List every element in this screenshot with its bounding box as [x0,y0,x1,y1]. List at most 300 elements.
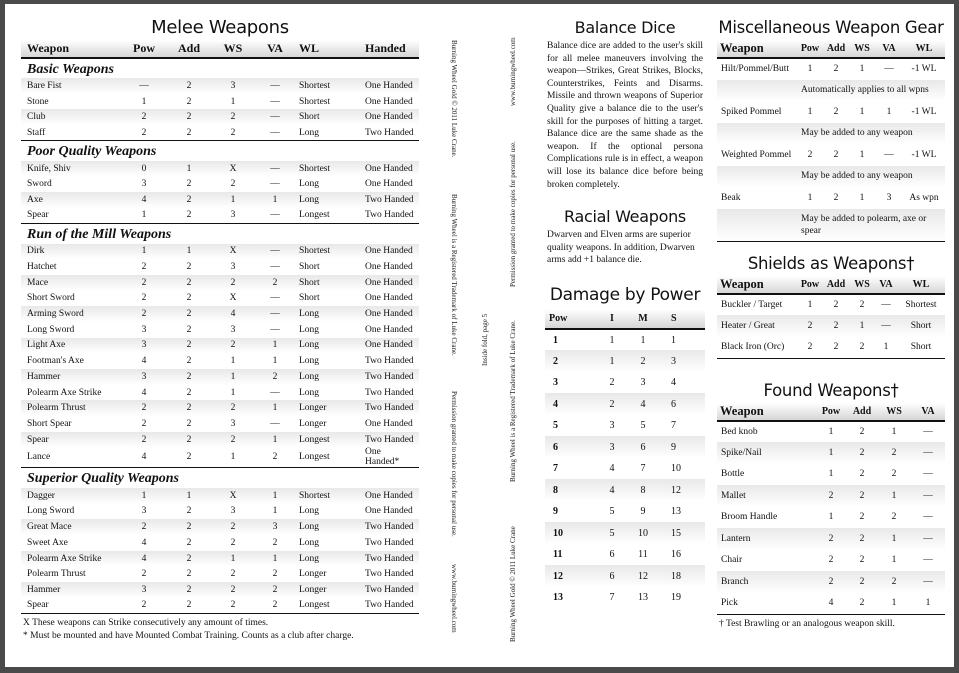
cell-handed: Two Handed [355,400,419,416]
cell-pow: 4 [119,551,165,567]
cell-ws: 3 [209,78,253,94]
cell-add: 2 [165,192,209,208]
cell-va: — [270,96,280,107]
cell-pow: 2 [828,555,834,566]
gutter-url-1: www.burningwheel.com [450,564,458,633]
cell-add: 2 [165,519,209,535]
found-row [717,464,945,486]
cell-add: 2 [859,512,865,523]
cell-va: — [253,244,293,260]
gear-row [717,101,945,123]
gear-row [717,187,945,209]
gear-note: Automatically applies to all wpns [797,80,945,102]
cell-weapon: Mace [21,275,119,291]
melee-table-body [21,58,419,613]
cell-handed: One Handed [355,161,419,177]
cell-wl: As wpn [909,192,939,203]
cell-pow: 1 [807,299,813,310]
misc-header-row [717,40,945,58]
cell-pow: 2 [815,571,847,593]
gutter-permission-2: Permission granted to make copies for personal use. [509,141,517,287]
shields-header-row [717,276,945,294]
damage-row [545,350,705,372]
cell-wl: -1 WL [911,64,937,75]
cell-pow: 2 [815,485,847,507]
category-row [21,58,419,78]
cell-va: 1 [253,338,293,354]
cell-pow: 4 [119,447,165,468]
melee-weapons-title: Melee Weapons [151,17,289,38]
cell-va: — [270,262,280,273]
cell-weapon: Lantern [717,528,815,550]
cell-pow: 2 [119,432,165,448]
cell-weapon: Chair [721,555,743,566]
cell-weapon: Spear [21,432,119,448]
footnote-x: X These weapons can Strike consecutively any amount of times. [23,617,269,628]
cell-ws: 1 [891,426,897,437]
cell-va: — [911,528,945,550]
cell-handed: One Handed [365,506,413,517]
cell-pow: 0 [119,161,165,177]
cell-pow: 3 [119,582,165,598]
cell-va: 2 [272,537,278,548]
cell-m: 11 [638,549,648,561]
cell-pow: 3 [141,506,147,517]
found-footnote: † Test Brawling or an analogous weapon skill. [719,618,895,629]
cell-add: 2 [165,306,209,322]
cell-va: 1 [253,432,293,448]
cell-va: 1 [883,342,889,352]
cell-pow: 2 [119,109,165,125]
cell-va: 1 [253,488,293,504]
cell-wl: Long [293,519,355,535]
cell-va: — [884,149,894,160]
cell-wl: Shortest [293,488,355,504]
cell-i: 5 [609,506,615,518]
cell-m: 1 [640,334,646,346]
cell-ws: 4 [209,306,253,322]
damage-row [545,436,705,458]
cell-weapon: Buckler / Target [721,299,783,310]
cell-va: 1 [886,106,892,117]
weapon-row [21,208,419,224]
cell-add: 2 [186,293,192,304]
weapon-row [21,432,419,448]
cell-add: 2 [833,192,839,203]
cell-weapon: Weighted Pommel [721,149,792,160]
cell-wl: Short [299,262,320,273]
col-va: VA [253,40,293,58]
cell-i: 1 [609,334,615,346]
cell-m: 4 [627,393,659,415]
cell-pow: — [119,78,165,94]
cell-va: — [881,299,891,310]
cell-add: 2 [186,537,192,548]
weapon-row [21,176,419,192]
cell-add: 2 [165,125,209,141]
cell-weapon: Mallet [717,485,815,507]
cell-va: — [911,442,945,464]
col-pow: Pow [815,403,847,421]
cell-weapon: Hammer [21,369,119,385]
cell-pow: 4 [141,356,147,367]
weapon-row [21,322,419,338]
cell-pow: 3 [141,324,147,335]
cell-i: 5 [597,522,627,544]
damage-row [545,329,705,351]
weapon-row [21,306,419,322]
found-row [717,550,945,572]
weapon-row [21,400,419,416]
cell-weapon: Dirk [21,244,119,260]
cell-s: 3 [659,350,705,372]
col-wl: WL [897,276,945,294]
cell-s: 1 [671,334,676,346]
cell-i: 3 [609,420,615,432]
weapon-row [21,353,419,369]
cell-weapon: Dagger [21,488,119,504]
cell-pow: 2 [119,598,165,614]
cell-va: 1 [272,356,278,367]
weapon-row [21,275,419,291]
cell-ws: 3 [230,506,236,517]
damage-row [545,415,705,437]
cell-wl: Long [299,387,320,398]
weapon-row [21,291,419,307]
cell-i: 6 [609,549,615,561]
damage-row [545,372,705,394]
cell-wl: Long [293,192,355,208]
cell-wl: Shortest [293,78,355,94]
cell-pow: 1 [828,512,834,523]
cell-add: 2 [859,426,865,437]
cell-va: 3 [253,519,293,535]
shield-row [717,337,945,359]
cell-add: 1 [165,244,209,260]
spacer-cell [717,80,797,102]
cell-s: 10 [671,463,681,475]
cell-pow: 2 [545,350,597,372]
cell-pow: 1 [828,469,834,480]
col-ws: WS [849,276,875,294]
cell-weapon: Spike/Nail [717,442,815,464]
weapon-row [21,488,419,504]
cell-wl: Longer [299,418,327,429]
cell-ws: 2 [209,598,253,614]
col-wl: WL [293,40,355,58]
cell-weapon: Spear [21,208,119,224]
weapon-row [21,369,419,385]
gear-row [717,58,945,80]
found-row [717,442,945,464]
cell-add: 2 [186,356,192,367]
col-add: Add [823,276,849,294]
cell-pow: 13 [553,592,563,604]
cell-pow: 2 [141,293,147,304]
weapon-row [21,94,419,110]
cell-m: 13 [638,592,648,604]
melee-header-row [21,40,419,58]
cell-wl: Short [293,275,355,291]
found-table [717,403,945,615]
cell-handed: Two Handed [355,208,419,224]
found-row [717,593,945,615]
cell-va: 2 [253,582,293,598]
cell-weapon: Staff [21,125,119,141]
damage-by-power-section [545,283,705,609]
col-pow: Pow [119,40,165,58]
cell-handed: Two Handed [355,551,419,567]
cell-wl: Shortest [293,161,355,177]
col-weapon: Weapon [21,40,119,58]
spacer-cell [717,166,797,188]
spacer-cell [717,209,797,242]
cell-va: — [253,78,293,94]
damage-by-power-title: Damage by Power [549,284,701,305]
cell-s: 18 [659,565,705,587]
cell-add: 1 [165,488,209,504]
cell-pow: 2 [119,275,165,291]
balance-dice-section [545,16,705,191]
cell-ws: 1 [891,598,897,608]
gear-note-row [717,123,945,145]
cell-ws: 1 [849,315,875,337]
cell-pow: 1 [807,192,813,203]
col-ws: WS [877,403,911,421]
cell-ws: 2 [209,125,253,141]
cell-m: 10 [627,522,659,544]
cell-wl: Shortest [299,96,331,107]
cell-ws: 1 [230,356,236,367]
shields-table [717,276,945,359]
damage-table [545,309,705,609]
cell-weapon: Beak [721,192,741,203]
misc-table-body [717,58,945,241]
cell-pow: 4 [828,598,834,608]
cell-weapon: Polearm Axe Strike [21,551,119,567]
cell-handed: Two Handed [355,582,419,598]
racial-weapons-section [545,205,705,267]
col-pow: Pow [797,40,823,58]
found-row [717,528,945,550]
cell-i: 2 [609,377,615,389]
cell-add: 2 [833,342,839,352]
cell-i: 1 [597,350,627,372]
melee-weapons-section [21,16,419,643]
cell-ws: X [209,488,253,504]
cell-va: — [253,161,293,177]
cell-handed: One Handed [365,293,413,304]
cell-pow: 1 [815,442,847,464]
cell-ws: 1 [209,551,253,567]
cell-ws: 2 [891,469,897,480]
cell-weapon: Black Iron (Orc) [721,342,785,352]
cell-ws: 2 [209,519,253,535]
weapon-row [21,566,419,582]
cell-add: 2 [859,469,865,480]
cell-ws: 2 [859,342,865,352]
cell-m: 5 [640,420,646,432]
cell-ws: 1 [859,149,865,160]
cell-m: 12 [627,565,659,587]
cell-pow: 4 [119,192,165,208]
cell-s: 7 [671,420,676,432]
cell-pow: 7 [553,463,558,475]
cell-ws: 1 [891,555,897,566]
cell-ws: X [209,244,253,260]
document-page [5,4,954,667]
cell-ws: 1 [230,96,236,107]
gutter-url-2: www.burningwheel.com [509,37,517,106]
cell-wl: Short [299,293,320,304]
cell-weapon: Bottle [721,469,745,480]
balance-dice-text: Balance dice are added to the user's skill for all melee maneuvers involving the weapon—Strikes, Great Strikes, Blocks, Counterstrikes, Feints and Disarms. Missile and thrown weapons of Superior Quality give a balance die to the user's skill for the purposes of hitting a target. Balance dice are the same shade as the weapon. If the optional persona Complications rule is in effect, a weapon will lose its balance dice before being broken completely. [547,41,703,190]
cell-ws: 3 [230,262,236,273]
cell-add: 2 [847,571,877,593]
cell-add: 2 [165,369,209,385]
cell-wl: Short [293,109,355,125]
weapon-row [21,447,419,468]
cell-ws: 1 [877,528,911,550]
cell-wl: Long [299,324,320,335]
cell-weapon: Sweet Axe [27,537,68,548]
gear-row [717,144,945,166]
racial-weapons-title: Racial Weapons [564,207,686,227]
weapon-row [21,535,419,551]
cell-pow: 2 [141,418,147,429]
cell-ws: 3 [209,208,253,224]
cell-handed: One Handed [365,96,413,107]
cell-handed: Two Handed [355,432,419,448]
cell-m: 2 [627,350,659,372]
weapon-row [21,259,419,275]
cell-va: — [270,324,280,335]
cell-va: — [875,315,897,337]
gutter-trademark-2: Burning Wheel is a Registered Trademark of Luke Crane. [509,320,517,482]
cell-wl: Long [299,506,320,517]
cell-va: 2 [253,598,293,614]
misc-weapon-gear-title: Miscellaneous Weapon Gear [718,18,944,37]
weapon-row [21,385,419,401]
cell-va: 2 [272,569,278,580]
cell-i: 4 [609,463,615,475]
cell-va: 2 [253,275,293,291]
cell-handed: One Handed [355,338,419,354]
shield-row [717,294,945,316]
cell-add: 2 [833,149,839,160]
cell-add: 2 [847,528,877,550]
cell-i: 4 [597,479,627,501]
cell-va: — [270,179,280,190]
cell-add: 2 [186,324,192,335]
category-row [21,224,419,244]
cell-va: 2 [253,447,293,468]
cell-ws: 3 [230,324,236,335]
melee-weapons-table [21,40,419,614]
cell-add: 1 [165,161,209,177]
damage-table-body [545,329,705,609]
weapon-row [21,582,419,598]
damage-header-row [545,309,705,329]
category-row [21,468,419,488]
cell-add: 2 [165,598,209,614]
cell-pow: 1 [828,426,834,437]
gutter-page-label: Inside fold, page 5 [481,313,489,366]
cell-handed: Two Handed [365,356,414,367]
cell-ws: 2 [209,582,253,598]
footnote-asterisk: * Must be mounted and have Mounted Combat Training. Counts as a club after charge. [23,630,354,641]
cell-wl: Shortest [905,299,937,310]
cell-va: 1 [253,400,293,416]
cell-pow: 3 [141,179,147,190]
cell-pow: 2 [815,528,847,550]
cell-va: 2 [253,369,293,385]
found-weapons-title: Found Weapons† [763,380,899,400]
cell-handed: Two Handed [365,387,414,398]
damage-row [545,501,705,523]
cell-add: 2 [833,299,839,310]
cell-m: 9 [640,506,646,518]
damage-row [545,458,705,480]
cell-va: — [923,512,933,523]
cell-va: — [270,418,280,429]
cell-weapon: Branch [717,571,815,593]
cell-handed: One Handed [355,109,419,125]
cell-weapon: Lance [21,447,119,468]
cell-weapon: Broom Handle [721,512,778,523]
cell-add: 2 [165,208,209,224]
weapon-row [21,78,419,94]
cell-weapon: Bare Fist [21,78,119,94]
shields-table-body [717,294,945,359]
cell-handed: One Handed [355,488,419,504]
cell-weapon: Hatchet [27,262,57,273]
cell-s: 16 [671,549,681,561]
cell-pow: 11 [553,549,563,561]
col-weapon: Weapon [717,403,815,421]
cell-m: 6 [627,436,659,458]
category-heading: Superior Quality Weapons [21,468,419,488]
damage-row [545,587,705,609]
cell-wl: -1 WL [911,106,937,117]
cell-add: 2 [823,315,849,337]
cell-add: 2 [165,447,209,468]
cell-weapon: Long Sword [27,324,75,335]
cell-add: 2 [165,109,209,125]
cell-wl: Long [293,306,355,322]
damage-row [545,544,705,566]
found-row [717,421,945,443]
weapon-row [21,244,419,260]
cell-pow: 2 [797,315,823,337]
cell-va: — [923,555,933,566]
cell-weapon: Short Spear [27,418,72,429]
cell-weapon: Short Sword [27,293,75,304]
cell-pow: 3 [119,369,165,385]
damage-row [545,393,705,415]
spacer-cell [717,123,797,145]
col-va: VA [875,40,903,58]
cell-s: 13 [671,506,681,518]
weapon-row [21,416,419,432]
gutter-copyright-2: Burning Wheel Gold © 2011 Luke Crane [509,526,517,642]
found-row [717,571,945,593]
weapon-row [21,192,419,208]
cell-ws: 1 [209,369,253,385]
cell-pow: 4 [545,393,597,415]
gear-note-row [717,80,945,102]
cell-weapon: Great Mace [21,519,119,535]
